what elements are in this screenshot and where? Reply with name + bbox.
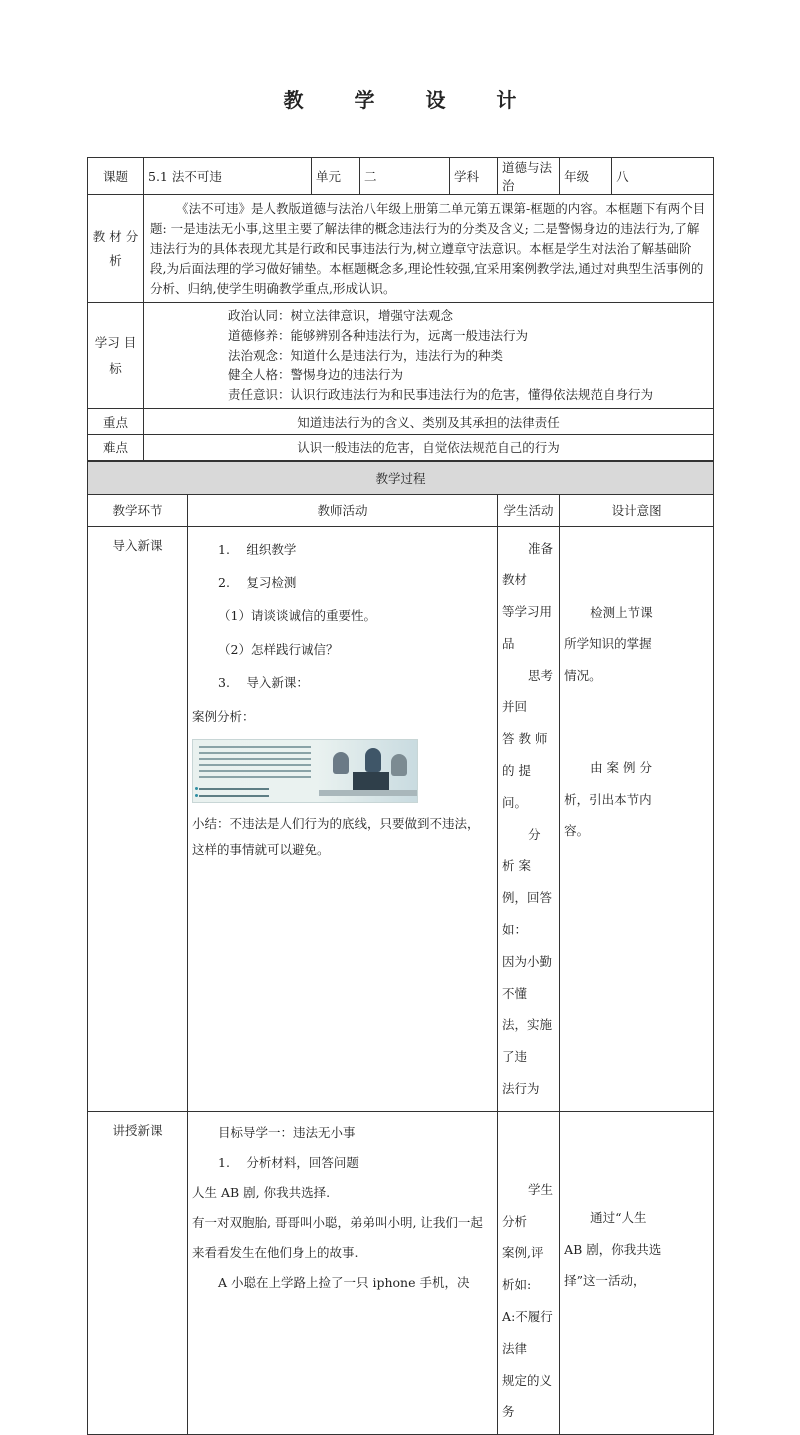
- process-title: 教学过程: [88, 461, 714, 495]
- goal-item: 道德修养：能够辨别各种违法行为，远离一般违法行为: [228, 327, 529, 343]
- key-point-text: 知道违法行为的含义、类别及其承担的法律责任: [144, 409, 714, 435]
- grade-value: 八: [612, 158, 714, 195]
- goals-list: [144, 303, 714, 409]
- col-design: 设计意图: [560, 494, 714, 526]
- student-line: 准备教材: [502, 540, 554, 588]
- goal-item: 政治认同：树立法律意识，增强守法观念: [228, 308, 454, 323]
- teacher-line: 3. 导入新课：: [218, 675, 309, 691]
- student-line: 法，实施了违: [502, 1017, 553, 1065]
- col-stage: 教学环节: [88, 494, 188, 526]
- student-line: 案例,评析如:: [502, 1245, 544, 1293]
- student-activity-intro: [498, 526, 560, 1111]
- student-line: 规定的义务: [502, 1372, 553, 1420]
- stage-intro: 导入新课: [88, 526, 188, 1111]
- summary-text: 小结：不违法是人们行为的底线，只要做到不违法，这样的事情就可以避免。: [192, 815, 480, 857]
- teacher-line: 1. 分析材料，回答问题: [218, 1154, 359, 1170]
- teacher-line: 1. 组织教学: [218, 541, 297, 557]
- subject-value: 道德与法治: [498, 158, 560, 195]
- difficulty-label: 难点: [88, 435, 144, 461]
- goal-item: 健全人格：警惕身边的违法行为: [228, 367, 404, 383]
- student-line: 学生分析: [502, 1181, 554, 1229]
- design-line: 检测上节课: [590, 604, 653, 620]
- student-line: 思考并回: [502, 667, 554, 715]
- design-line: 通过“人生: [590, 1209, 647, 1225]
- teacher-line: A 小聪在上学路上捡了一只 iphone 手机，决: [218, 1274, 470, 1290]
- teacher-line: 目标导学一：违法无小事: [218, 1124, 356, 1140]
- teacher-activity-teach: [188, 1111, 498, 1434]
- design-line: 所学知识的掌握: [564, 636, 652, 652]
- design-line: 择”这一活动，: [564, 1273, 646, 1289]
- case-illustration: [192, 739, 418, 803]
- teacher-line: （1）请谈谈诚信的重要性。: [218, 608, 376, 624]
- analysis-text: 《法不可违》是人教版道德与法治八年级上册第二单元第五课第-框题的内容。本框题下有两个目题: 一是违法无小事,这里主要了解法律的概念违法行为的分类及含义; 二是警惕身边的违法行为,了解违法行为的具体表现尤其是行政和民事违法行为,树立遵章守法意识。本框是学生对法治了解基础阶段,为后面法理的学习做好铺垫。本框题概念多,理论性较强,宜采用案例教学法,通过对典型生活事例的分析、归纳,使学生明确教学重点,形成认识。: [144, 195, 714, 303]
- student-line: 分 析 案: [502, 826, 541, 874]
- grade-label: 年级: [560, 158, 612, 195]
- teacher-line: 有一对双胞胎, 哥哥叫小聪，弟弟叫小明, 让我们一起来看看发生在他们身上的故事.: [192, 1214, 483, 1260]
- goals-label: 学习 目标: [88, 303, 144, 409]
- teacher-line: 案例分析：: [192, 708, 255, 724]
- difficulty-text: 认识一般违法的危害，自觉依法规范自己的行为: [144, 435, 714, 461]
- teacher-line: （2）怎样践行诚信？: [218, 641, 339, 657]
- topic-value: 5.1 法不可违: [144, 158, 312, 195]
- unit-value: 二: [360, 158, 450, 195]
- teacher-line: 人生 AB 剧, 你我共选择.: [192, 1184, 331, 1200]
- student-line: A:不履行法律: [502, 1309, 553, 1356]
- design-line: 析，引出本节内: [564, 791, 652, 807]
- student-line: 法行为: [502, 1081, 540, 1097]
- design-line: 情况。: [564, 668, 602, 684]
- teacher-line: 2. 复习检测: [218, 574, 297, 590]
- teacher-activity-intro: [188, 526, 498, 1111]
- design-line: AB 剧，你我共选: [564, 1241, 662, 1257]
- page-title: 教 学 设 计: [283, 88, 539, 112]
- student-line: 等学习用品: [502, 604, 553, 651]
- design-intent-intro: [560, 526, 714, 1111]
- design-line: 由 案 例 分: [590, 759, 652, 775]
- col-teacher: 教师活动: [188, 494, 498, 526]
- student-line: 因为小勤不懂: [502, 953, 553, 1001]
- goal-item: 法治观念：知道什么是违法行为，违法行为的种类: [228, 347, 504, 363]
- student-line: 问。: [502, 794, 528, 810]
- key-point-label: 重点: [88, 409, 144, 435]
- lesson-plan-table: [87, 157, 714, 1435]
- design-line: 容。: [564, 823, 590, 839]
- subject-label: 学科: [450, 158, 498, 195]
- topic-label: 课题: [88, 158, 144, 195]
- analysis-label: 教 材 分析: [88, 195, 144, 303]
- goal-item: 责任意识：认识行政违法行为和民事违法行为的危害，懂得依法规范自身行为: [228, 387, 654, 403]
- design-intent-teach: [560, 1111, 714, 1434]
- unit-label: 单元: [312, 158, 360, 195]
- student-line: 答 教 师 的 提: [502, 731, 548, 779]
- student-activity-teach: [498, 1111, 560, 1434]
- col-student: 学生活动: [498, 494, 560, 526]
- student-line: 例，回答如：: [502, 890, 553, 938]
- stage-teach: 讲授新课: [88, 1111, 188, 1434]
